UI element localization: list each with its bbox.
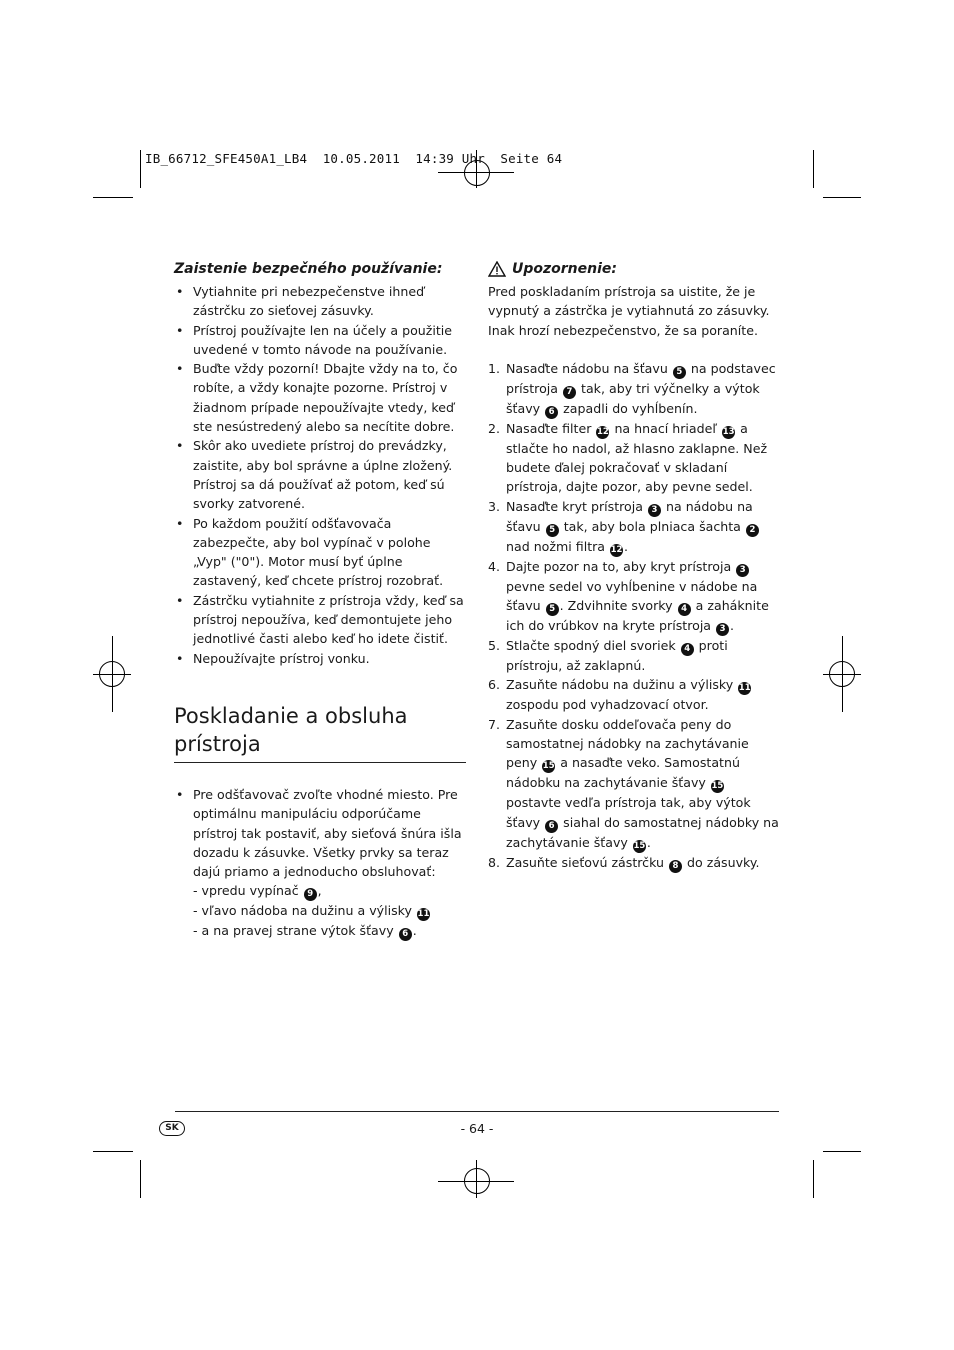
warning-triangle-icon xyxy=(488,261,506,277)
assembly-steps xyxy=(488,359,780,873)
warning-heading-row xyxy=(488,259,780,279)
list-item: 5. Stlačte spodný diel svoriek 4 proti prístroju, až zaklapnú. xyxy=(488,638,728,674)
ref-badge: 11 xyxy=(417,909,430,920)
right-column xyxy=(488,259,780,873)
list-item: • Zástrčku vytiahnite z prístroja vždy, keď sa prístroj nepoužíva, keď demontujete jeho jednotlivé časti alebo keď ho idete čistiť. xyxy=(174,591,466,649)
list-item: • Prístroj používajte len na účely a použitie uvedené v tomto návode na používanie. xyxy=(174,321,466,360)
dash-item: - vľavo nádoba na dužinu a výlisky 11 xyxy=(193,903,430,920)
warning-text: Pred poskladaním prístroja sa uistite, že je vypnutý a zástrčka je vytiahnutá zo zásuvky. Inak hrozí nebezpečenstvo, že sa poraníte. xyxy=(488,284,770,338)
dash-item: - vpredu vypínač 9 , xyxy=(193,883,322,900)
footer-rule xyxy=(175,1111,779,1112)
placement-list xyxy=(174,785,466,881)
list-item: 4. Dajte pozor na to, aby kryt prístroja 3 pevne sedel vo vyhĺbenine v nádobe na šťavu 5 . Zdvihnite svorky 4 a zaháknite ich do vrúbkov na kryte prístroja 3 . xyxy=(488,558,769,635)
safety-list xyxy=(174,282,466,668)
list-item: • Buďte vždy pozorní! Dbajte vždy na to, čo robíte, a vždy konajte pozorne. Prístroj v žiadnom prípade nepoužívajte vtedy, keď ste nesústredený alebo sa necítite dobre. xyxy=(174,359,466,436)
list-item: • Vytiahnite pri nebezpečenstve ihneď zástrčku zo sieťovej zásuvky. xyxy=(174,282,466,321)
list-item: 3. Nasaďte kryt prístroja 3 na nádobu na šťavu 5 tak, aby bola plniaca šachta 2 nad nožmi filtra 12 . xyxy=(488,497,780,557)
dash-item: - a na pravej strane výtok šťavy 6 . xyxy=(193,923,417,940)
page-number: - 64 - xyxy=(460,1121,494,1136)
print-slug: IB_66712_SFE450A1_LB4 10.05.2011 14:39 Uhr Seite 64 xyxy=(145,151,563,166)
safety-heading: Zaistenie bezpečného používanie: xyxy=(174,261,443,277)
section-title: Poskladanie a obsluha prístroja xyxy=(174,702,466,763)
ref-badge: 6 xyxy=(399,928,412,941)
list-item: • Nepoužívajte prístroj vonku. xyxy=(174,649,466,668)
list-item: 6. Zasuňte nádobu na dužinu a výlisky 11 zospodu pod vyhadzovací otvor. xyxy=(488,677,751,713)
left-column xyxy=(174,259,466,941)
list-item: 1. Nasaďte nádobu na šťavu 5 na podstavec prístroja 7 tak, aby tri výčnelky a výtok šťavy 6 zapadli do vyhĺbenín. xyxy=(488,360,776,417)
list-item: • Pre odšťavovač zvoľte vhodné miesto. Pre optimálnu manipuláciu odporúčame prístroj tak postaviť, aby sieťová šnúra išla dozadu k zásuvke. Všetky prvky sa teraz dajú priamo a jednoducho obsluhovať: xyxy=(174,785,466,881)
list-item: 2. Nasaďte filter 12 na hnací hriadeľ 13 a stlačte ho nadol, až hlasno zaklapne. Než budete ďalej pokračovať v skladaní prístroja, dajte pozor, aby pevne sedel. xyxy=(488,420,768,495)
language-badge: SK xyxy=(159,1121,185,1136)
list-item: 8. Zasuňte sieťovú zástrčku 8 do zásuvky. xyxy=(488,854,760,871)
ref-badge: 9 xyxy=(304,888,317,901)
list-item: • Skôr ako uvediete prístroj do prevádzky, zaistite, aby bol správne a úplne zložený. Prístroj sa dá používať až potom, keď sú svorky zatvorené. xyxy=(174,436,466,513)
warning-heading: Upozornenie: xyxy=(512,261,617,277)
list-item: 7. Zasuňte dosku oddeľovača peny do samostatnej nádobky na zachytávanie peny 15 a nasaďte veko. Samostatnú nádobku na zachytávanie šťavy 15 postavte vedľa prístroja tak, aby výtok šťavy 6 siahal do samostatnej nádobky na zachytávanie šťavy 15 . xyxy=(488,716,779,851)
list-item: • Po každom použití odšťavovača zabezpečte, aby bol vypínač v polohe „Vyp" ("0"). Motor musí byť úplne zastavený, keď chcete prístroj rozobrať. xyxy=(174,514,466,591)
